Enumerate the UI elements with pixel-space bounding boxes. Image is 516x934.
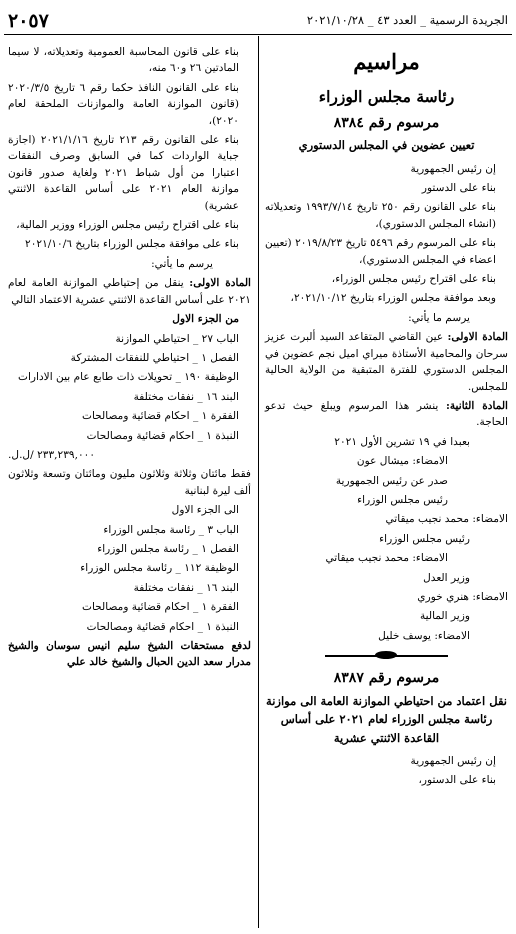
section-heading: مراسيم (353, 49, 420, 74)
from-part: من الجزء الاول (172, 313, 239, 326)
decree2-preamble-budget-law: بناء على القانون النافذ حكما رقم ٦ تاريخ ٢٠٢٠/٣/٥ (قانون الموازنة العامة والموازنات الملحقة لعام ٢٠٢٠)، (8, 81, 239, 127)
decree1-preamble-law: بناء على القانون رقم ٢٥٠ تاريخ ١٩٩٣/٧/١٤ وتعديلاته (انشاء المجلس الدستوري)، (265, 201, 496, 230)
left-column (8, 44, 251, 674)
justice-minister-title: وزير العدل (423, 571, 470, 584)
from-chapter: الباب ٢٧ _ احتياطي الموازنة (115, 332, 239, 345)
signature-pm-1: الامضاء: محمد نجيب ميقاتي (385, 513, 508, 526)
column-divider (258, 36, 259, 928)
decree2-article1-text: ينقل من إحتياطي الموازنة العامة لعام ٢٠٢١ على أساس القاعدة الاثنتي عشرية الاعتماد التالي (8, 277, 251, 306)
pm-title-2: رئيس مجلس الوزراء (379, 532, 470, 545)
decree2-preamble-president: إن رئيس الجمهورية (410, 755, 496, 768)
from-function: الوظيفة ١٩٠ _ تحويلات ذات طابع عام بين الادارات (17, 371, 239, 384)
decree2-decrees-line: يرسم ما يأتي: (151, 257, 213, 270)
decree2-article1-label: المادة الاولى: (189, 277, 251, 290)
finance-minister-title: وزير المالية (419, 610, 470, 623)
to-chapter: الباب ٣ _ رئاسة مجلس الوزراء (103, 523, 239, 536)
article1-text: عين القاضي المتقاعد السيد ألبرت عزيز سرحان والمحامية الأستاذة ميراي اميل نجم عضوين في المجلس الدستوري للفترة المتبقية من الولاية الحالية للمجلس. (265, 331, 508, 393)
to-function: الوظيفة ١١٢ _ رئاسة مجلس الوزراء (80, 562, 239, 575)
decree2-preamble-accounting-law: بناء على قانون المحاسبة العمومية وتعديلاته، لا سيما المادتين ٢٦ و٦٠ منه، (8, 46, 239, 75)
to-item: البند ١٦ _ نفقات مختلفة (133, 581, 239, 594)
from-item: البند ١٦ _ نفقات مختلفة (133, 390, 239, 403)
signature-president: الامضاء: ميشال عون (356, 455, 448, 468)
gazette-title: الجريدة الرسمية _ العدد ٤٣ _ ٢٠٢١/١٠/٢٨ (306, 13, 508, 27)
decree-separator (265, 650, 508, 662)
to-section: الفصل ١ _ رئاسة مجلس الوزراء (97, 542, 239, 555)
decree1-subject: تعيين عضوين في المجلس الدستوري (298, 138, 475, 153)
decree1-article2 (265, 398, 508, 431)
decree2-preamble-approval: بناء على موافقة مجلس الوزراء بتاريخ ٢٠٢١/١٠/٦ (25, 238, 239, 251)
article2-label: المادة الثانية: (445, 399, 508, 412)
to-paragraph: الفقرة ١ _ احكام قضائية ومصالحات (81, 601, 239, 614)
decree1-date-place: بعبدا في ١٩ تشرين الأول ٢٠٢١ (334, 435, 470, 448)
ministry-heading: رئاسة مجلس الوزراء (318, 86, 455, 106)
signature-pm-2: الامضاء: محمد نجيب ميقاتي (325, 552, 448, 565)
decree2-subject: نقل اعتماد من احتياطي الموازنة العامة الى موازنة رئاسة مجلس الوزراء لعام ٢٠٢١ على أساس القاعدة الاثنتي عشرية (266, 693, 507, 745)
to-subparagraph: النبذة ١ _ احكام قضائية ومصالحات (86, 620, 239, 633)
from-paragraph: الفقرة ١ _ احكام قضائية ومصالحات (81, 410, 239, 423)
pm-title-1: رئيس مجلس الوزراء (357, 493, 448, 506)
transfer-purpose: لدفع مستحقات الشيخ سليم انيس سوسان والشيخ مدرار سعد الدين الحبال والشيخ خالد علي (8, 640, 251, 669)
page-number: ٢٠٥٧ (8, 10, 49, 32)
decree1-preamble-constitution: بناء على الدستور (421, 182, 496, 195)
decree2-preamble-law213: بناء على القانون رقم ٢١٣ تاريخ ٢٠٢١/١/١٦ (اجازة جباية الواردات كما في السابق وصرف النفقات اعتبارا من أول شباط ٢٠٢١ ولغاية صدور قانون موازنة العام ٢٠٢١ على أساس القاعدة الاثنتي عشرية) (8, 134, 239, 212)
decree1-preamble-decree: بناء على المرسوم رقم ٥٤٩٦ تاريخ ٢٠١٩/٨/٢٣ (تعيين اعضاء في المجلس الدستوري)، (265, 237, 496, 266)
page-header (6, 10, 510, 32)
decree1-number: مرسوم رقم ٨٣٨٤ (333, 114, 440, 131)
issued-by-line: صدر عن رئيس الجمهورية (335, 474, 448, 487)
from-subparagraph: النبذة ١ _ احكام قضائية ومصالحات (86, 429, 239, 442)
decree2-article1 (8, 275, 251, 308)
from-section: الفصل ١ _ احتياطي للنفقات المشتركة (70, 351, 239, 364)
article2-text: ينشر هذا المرسوم ويبلغ حيث تدعو الحاجة. (265, 399, 508, 429)
to-part: الى الجزء الاول (171, 504, 239, 517)
right-column (265, 44, 508, 792)
transfer-amount: ٢٣٣,٢٣٩,٠٠٠ /ل.ل. (8, 448, 96, 461)
decree1-preamble-president: إن رئيس الجمهورية (410, 162, 496, 175)
transfer-amount-words: فقط مائتان وثلاثة وثلاثون مليون ومائتان وتسعة وثلاثون ألف ليرة لبنانية (8, 468, 251, 497)
decree1-article1 (265, 329, 508, 395)
decree1-decrees-line: يرسم ما يأتي: (408, 311, 470, 324)
decree2-number: مرسوم رقم ٨٣٨٧ (333, 670, 440, 687)
article1-label: المادة الاولى: (447, 331, 508, 344)
decree2-preamble-proposal: بناء على اقتراح رئيس مجلس الوزراء ووزير المالية، (16, 219, 239, 232)
signature-justice: الامضاء: هنري خوري (417, 590, 508, 603)
decree2-preamble-constitution: بناء على الدستور، (418, 774, 496, 787)
header-rule (4, 34, 512, 35)
decree1-preamble-proposal: بناء على اقتراح رئيس مجلس الوزراء، (331, 273, 496, 286)
decree1-preamble-approval: وبعد موافقة مجلس الوزراء بتاريخ ٢٠٢١/١٠/١٢، (290, 292, 496, 305)
signature-finance: الامضاء: يوسف خليل (378, 629, 470, 642)
